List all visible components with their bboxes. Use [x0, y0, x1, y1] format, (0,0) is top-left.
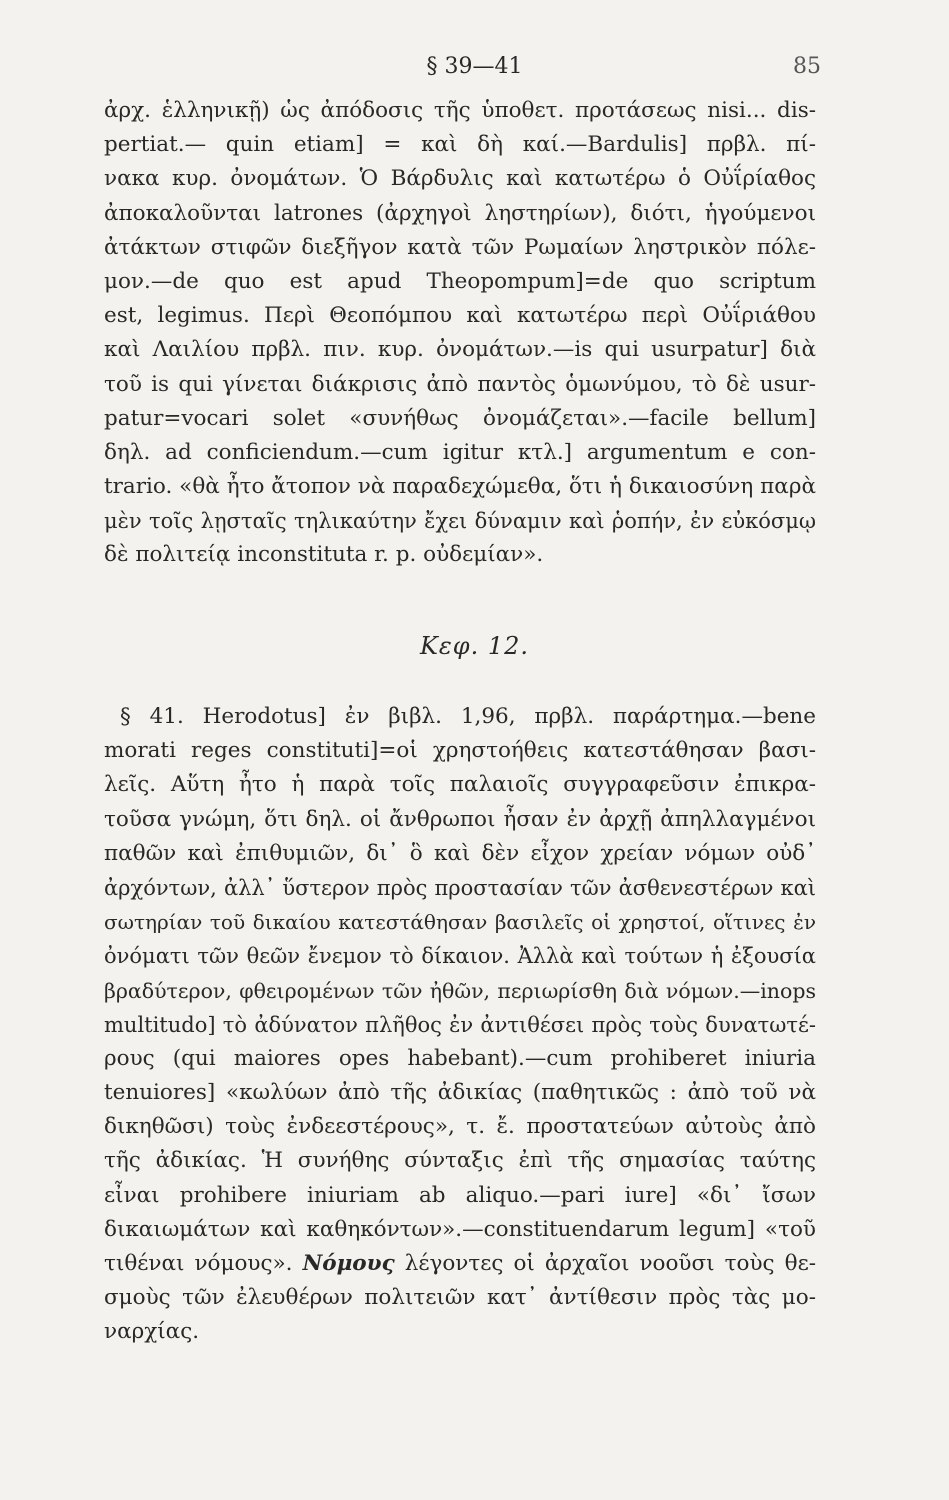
text-line: τοῦ is qui γίνεται διάκρισις ἀπὸ παντὸς ὁμωνύμου, τὸ δὲ usur- [104, 371, 816, 397]
text-fragment: τιθέναι νόμους». [104, 1251, 293, 1276]
text-line: multitudo] τὸ ἀδύνατον πλῆθος ἐν ἀντιθέσει πρὸς τοὺς δυνατωτέ- [104, 1012, 816, 1037]
text-line: τῆς ἀδικίας. Ἡ συνήθης σύνταξις ἐπὶ τῆς σημασίας ταύτης [104, 1148, 816, 1174]
text-line: σωτηρίαν τοῦ δικαίου κατεστάθησαν βασιλεῖς οἱ χρηστοί, οἵτινες ἐν [104, 910, 816, 935]
text-line: ἀποκαλοῦνται latrones (ἀρχηγοὶ ληστηρίων), διότι, ἡγούμενοι [104, 200, 816, 226]
running-header [0, 54, 949, 90]
text-line: ἀρχ. ἑλληνικῇ) ὡς ἀπόδοσις τῆς ὑποθετ. προτάσεως nisi... dis- [104, 98, 816, 123]
text-line: ἀτάκτων στιφῶν διεξῆγον κατὰ τῶν Ρωμαίων ληστρικὸν πόλε- [104, 234, 816, 260]
text-line: δηλ. ad conficiendum.—cum igitur κτλ.] argumentum e con- [104, 439, 816, 465]
text-line [104, 1247, 816, 1281]
text-line: λεῖς. Αὕτη ἦτο ἡ παρὰ τοῖς παλαιοῖς συγγραφεῦσιν ἐπικρα- [104, 772, 816, 798]
text-line: tenuiores] «κωλύων ἀπὸ τῆς ἀδικίας (παθητικῶς : ἀπὸ τοῦ νὰ [104, 1080, 816, 1106]
commentary-paragraph-1 [104, 94, 816, 573]
emphasized-term: Νόμους [302, 1251, 395, 1276]
text-line: δικαιωμάτων καὶ καθηκόντων».—constituendarum legum] «τοῦ [104, 1216, 816, 1242]
text-line: καὶ Λαιλίου πρβλ. πιν. κυρ. ὀνομάτων.—is qui usurpatur] διὰ [104, 337, 816, 363]
text-line: δὲ πολιτείᾳ inconstituta r. p. οὐδεμίαν». [104, 542, 544, 568]
text-line: pertiat.— quin etiam] = καὶ δὴ καί.—Bardulis] πρβλ. πί- [104, 132, 816, 158]
text-line: βραδύτερον, φθειρομένων τῶν ἠθῶν, περιωρίσθη διὰ νόμων.—inops [104, 978, 816, 1003]
text-line: παθῶν καὶ ἐπιθυμιῶν, δι᾽ ὃ καὶ δὲν εἶχον χρείαν νόμων οὐδ᾽ [104, 840, 816, 866]
text-line: trario. «θὰ ἦτο ἄτοπον νὰ παραδεχώμεθα, ὅτι ἡ δικαιοσύνη παρὰ [104, 474, 816, 500]
text-fragment: λέγοντες οἱ ἀρχαῖοι νοοῦσι τοὺς θε- [404, 1251, 816, 1276]
text-line: νακα κυρ. ὀνομάτων. Ὁ Βάρδυλις καὶ κατωτέρω ὁ Οὐΐρίαθος [104, 166, 816, 192]
text-line: μον.—de quo est apud Theopompum]=de quo scriptum [104, 268, 816, 294]
text-line: ναρχίας. [104, 1319, 200, 1345]
text-line: μὲν τοῖς λῃσταῖς τηλικαύτην ἔχει δύναμιν καὶ ῥοπήν, ἐν εὐκόσμῳ [104, 509, 816, 534]
chapter-heading: Κεφ. 12. [419, 632, 530, 660]
text-line: § 41. Herodotus] ἐν βιβλ. 1,96, πρβλ. παράρτημα.—bene [120, 704, 816, 729]
text-line: τοῦσα γνώμη, ὅτι δηλ. οἱ ἄνθρωποι ἦσαν ἐν ἀρχῇ ἀπηλλαγμένοι [104, 806, 816, 832]
commentary-paragraph-2 [104, 700, 816, 1350]
text-line: ρους (qui maiores opes habebant).—cum prohiberet iniuria [104, 1045, 816, 1071]
text-line: patur=vocari solet «συνήθως ὀνομάζεται».—facile bellum] [104, 405, 816, 431]
page-number: 85 [793, 54, 821, 79]
section-range: § 39—41 [426, 54, 523, 79]
text-line: morati reges constituti]=οἱ χρηστοήθεις κατεστάθησαν βασι- [104, 738, 816, 764]
text-line: σμοὺς τῶν ἐλευθέρων πολιτειῶν κατ᾽ ἀντίθεσιν πρὸς τὰς μο- [104, 1285, 816, 1311]
text-line: δικηθῶσι) τοὺς ἐνδεεστέρους», τ. ἔ. προστατεύων αὐτοὺς ἀπὸ [104, 1114, 816, 1140]
text-line: ὀνόματι τῶν θεῶν ἔνεμον τὸ δίκαιον. Ἀλλὰ καὶ τούτων ἡ ἐξουσία [104, 944, 816, 969]
text-line: est, legimus. Περὶ Θεοπόμπου καὶ κατωτέρω περὶ Οὐΐριάθου [104, 303, 816, 329]
text-line: ἀρχόντων, ἀλλ᾽ ὕστερον πρὸς προστασίαν τῶν ἀσθενεστέρων καὶ [104, 875, 816, 900]
text-line: εἶναι prohibere iniuriam ab aliquo.—pari iure] «δι᾽ ἴσων [104, 1182, 816, 1208]
